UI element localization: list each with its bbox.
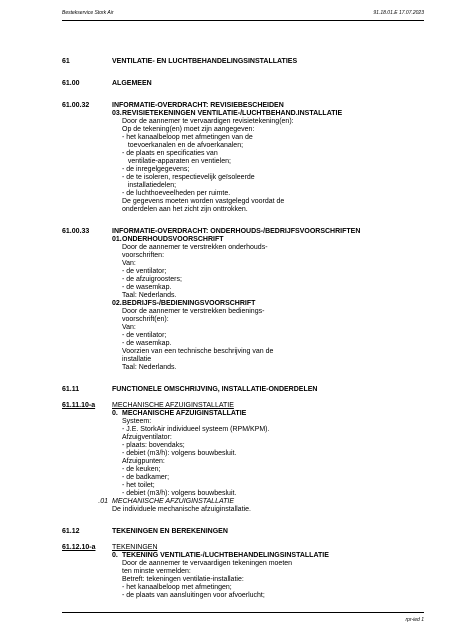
body-line: Betreft: tekeningen ventilatie-installatie: xyxy=(122,576,244,583)
body-line: - het kanaalbeloop met afmetingen; xyxy=(122,584,232,591)
subsection-heading xyxy=(112,300,255,308)
body-line: Op de tekening(en) moet zijn aangegeven: xyxy=(122,126,255,133)
body-line: Door de aannemer te vervaardigen revisietekening(en): xyxy=(122,118,294,125)
section-heading xyxy=(62,80,422,88)
section-title: VENTILATIE- EN LUCHTBEHANDELINGSINSTALLATIES xyxy=(112,58,298,65)
body-line: ventilatie-apparaten en ventielen; xyxy=(122,158,231,165)
subsection-heading xyxy=(112,110,342,118)
body-line: - de keuken; xyxy=(122,466,161,473)
body-line: Door de aannemer te verstrekken bedienings- xyxy=(122,308,265,315)
subsection-title: ONDERHOUDSVOORSCHRIFT xyxy=(122,236,224,243)
body-line: Door de aannemer te vervaardigen tekeningen moeten xyxy=(122,560,293,567)
body-line: Van: xyxy=(122,260,136,267)
header-right: 91.18.01.E 17.07.2023 xyxy=(373,10,424,16)
document-body xyxy=(62,58,422,600)
body-line: Afzuigpunten: xyxy=(122,458,165,465)
section-title: FUNCTIONELE OMSCHRIJVING, INSTALLATIE-ONDERDELEN xyxy=(112,386,318,393)
section-title: TEKENINGEN EN BEREKENINGEN xyxy=(112,528,228,535)
subsection-number: 03. xyxy=(112,110,122,117)
variant-code: .01 xyxy=(98,498,108,505)
variant-heading xyxy=(62,498,422,506)
body-line: Voorzien van een technische beschrijving van de xyxy=(122,348,274,355)
subsection-number: 0. xyxy=(112,552,118,559)
page-footer xyxy=(62,612,424,629)
header-left: Bestekservice Stork Air xyxy=(62,10,114,16)
body-line: installatie xyxy=(122,356,152,363)
body-line: - de wasemkap. xyxy=(122,340,172,347)
section-title: MECHANISCHE AFZUIGINSTALLATIE xyxy=(112,402,234,409)
body-line: Systeem: xyxy=(122,418,152,425)
section-heading xyxy=(62,402,422,410)
body-line: Van: xyxy=(122,324,136,331)
section-code: 61.12.10-a xyxy=(62,544,96,551)
section-heading xyxy=(62,544,422,552)
body-line: - het kanaalbeloop met afmetingen van de xyxy=(122,134,253,141)
section-heading xyxy=(62,528,422,536)
subsection-number: 01. xyxy=(112,236,122,243)
subsection-heading xyxy=(112,236,224,244)
body-line: - de wasemkap. xyxy=(122,284,172,291)
body-line: - de ventilator; xyxy=(122,332,167,339)
body-line: - debiet (m3/h): volgens bouwbesluit. xyxy=(122,490,237,497)
body-line: - de luchthoeveelheden per ruimte. xyxy=(122,190,231,197)
body-line: - de te isoleren, respectievelijk geïsoleerde xyxy=(122,174,255,181)
section-code: 61.11 xyxy=(62,386,80,393)
section-code: 61.12 xyxy=(62,528,80,535)
subsection-number: 02. xyxy=(112,300,122,307)
body-line: De gegevens moeten worden vastgelegd voordat de xyxy=(122,198,285,205)
section-code: 61.00.33 xyxy=(62,228,90,235)
section-code: 61.00 xyxy=(62,80,80,87)
body-line: - J.E. StorkAir individueel systeem (RPM/KPM). xyxy=(122,426,270,433)
section-heading xyxy=(62,228,422,236)
body-line: - het toilet; xyxy=(122,482,155,489)
body-line: Taal: Nederlands. xyxy=(122,364,177,371)
body-line: - de plaats van aansluitingen voor afvoerlucht; xyxy=(122,592,265,599)
section-heading xyxy=(62,58,422,66)
subsection-number: 0. xyxy=(112,410,118,417)
subsection-heading xyxy=(112,410,246,418)
section-title: INFORMATIE-OVERDRACHT: REVISIEBESCHEIDEN xyxy=(112,102,284,109)
body-line: Door de aannemer te verstrekken onderhouds- xyxy=(122,244,268,251)
section-title: INFORMATIE-OVERDRACHT: ONDERHOUDS-/BEDRIJFSVOORSCHRIFTEN xyxy=(112,228,361,235)
body-line: - de afzuigroosters; xyxy=(122,276,182,283)
section-heading xyxy=(62,102,422,110)
subsection-title: REVISIETEKENINGEN VENTILATIE-/LUCHTBEHAND.INSTALLATIE xyxy=(122,110,343,117)
body-line: voorschriften: xyxy=(122,252,165,259)
body-line: Afzuigventilator: xyxy=(122,434,172,441)
subsection-title: BEDRIJFS-/BEDIENINGSVOORSCHRIFT xyxy=(122,300,256,307)
section-code: 61.11.10-a xyxy=(62,402,96,409)
section-title: ALGEMEEN xyxy=(112,80,152,87)
body-line: Taal: Nederlands. xyxy=(122,292,177,299)
subsection-heading xyxy=(112,552,329,560)
section-code: 61 xyxy=(62,58,70,65)
variant-description: De individuele mechanische afzuiginstallatie. xyxy=(112,506,251,513)
section-title: TEKENINGEN xyxy=(112,544,158,551)
body-line: toevoerkanalen en de afvoerkanalen; xyxy=(122,142,244,149)
section-heading xyxy=(62,386,422,394)
body-line: ten minste vermelden: xyxy=(122,568,191,575)
body-line: installatiedelen; xyxy=(122,182,177,189)
body-line: - de plaats en specificaties van xyxy=(122,150,218,157)
body-line: onderdelen aan het zicht zijn onttrokken. xyxy=(122,206,248,213)
section-code: 61.00.32 xyxy=(62,102,90,109)
footer-page: rpr-ied 1 xyxy=(405,617,424,623)
page-header xyxy=(62,10,424,21)
variant-title: MECHANISCHE AFZUIGINSTALLATIE xyxy=(112,498,234,505)
body-line: - plaats: bovendaks; xyxy=(122,442,185,449)
subsection-title: TEKENING VENTILATIE-/LUCHTBEHANDELINGSINSTALLATIE xyxy=(122,552,329,559)
body-line: voorschrift(en): xyxy=(122,316,169,323)
body-line: - de ventilator; xyxy=(122,268,167,275)
body-line: - de inregelgegevens; xyxy=(122,166,190,173)
subsection-title: MECHANISCHE AFZUIGINSTALLATIE xyxy=(122,410,247,417)
body-line: - debiet (m3/h): volgens bouwbesluit. xyxy=(122,450,237,457)
body-line: - de badkamer; xyxy=(122,474,170,481)
